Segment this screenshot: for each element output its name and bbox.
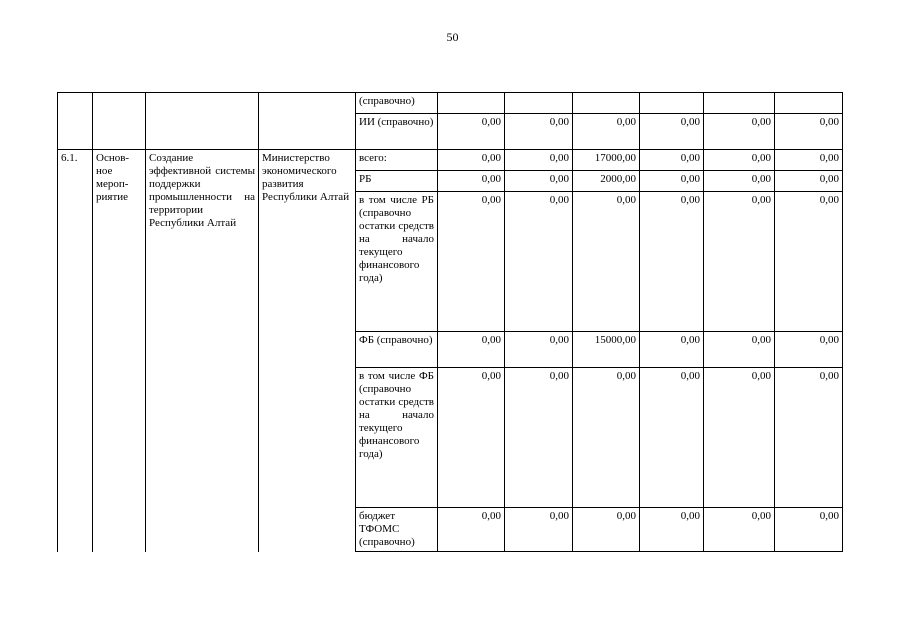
value-cell: 0,00 <box>438 114 505 150</box>
cell-type-prev <box>93 93 146 150</box>
value-cell: 0,00 <box>704 368 775 508</box>
cell-name-prev <box>146 93 259 150</box>
funding-source: (справочно) <box>356 93 438 114</box>
value-cell: 0,00 <box>775 508 843 552</box>
funding-source: в том числе РБ (справочно остатки средств на начало текущего финансового года) <box>356 192 438 332</box>
value-cell: 0,00 <box>505 171 573 192</box>
value-cell <box>775 93 843 114</box>
value-cell: 0,00 <box>573 192 640 332</box>
value-cell: 0,00 <box>704 150 775 171</box>
value-cell: 0,00 <box>438 332 505 368</box>
value-cell <box>640 93 704 114</box>
value-cell: 0,00 <box>505 150 573 171</box>
value-cell <box>438 93 505 114</box>
value-cell <box>505 93 573 114</box>
funding-source: всего: <box>356 150 438 171</box>
cell-number-prev <box>58 93 93 150</box>
value-cell: 0,00 <box>640 114 704 150</box>
budget-table <box>57 92 843 552</box>
page-number: 50 <box>446 30 459 44</box>
value-cell: 0,00 <box>505 508 573 552</box>
value-cell: 0,00 <box>640 368 704 508</box>
value-cell: 0,00 <box>640 150 704 171</box>
value-cell: 0,00 <box>505 332 573 368</box>
value-cell: 0,00 <box>438 508 505 552</box>
table-row <box>58 150 843 171</box>
value-cell: 17000,00 <box>573 150 640 171</box>
value-cell: 0,00 <box>438 192 505 332</box>
value-cell: 0,00 <box>775 332 843 368</box>
value-cell: 0,00 <box>704 114 775 150</box>
value-cell: 2000,00 <box>573 171 640 192</box>
cell-executor-prev <box>259 93 356 150</box>
value-cell: 0,00 <box>505 368 573 508</box>
measure-executor: Министерство экономического развития Республики Алтай <box>259 150 356 552</box>
funding-source: ИИ (справочно) <box>356 114 438 150</box>
value-cell: 0,00 <box>438 150 505 171</box>
value-cell: 0,00 <box>775 192 843 332</box>
value-cell: 0,00 <box>505 192 573 332</box>
value-cell: 0,00 <box>704 171 775 192</box>
value-cell: 0,00 <box>573 368 640 508</box>
value-cell: 0,00 <box>640 171 704 192</box>
value-cell: 0,00 <box>775 150 843 171</box>
measure-type: Основ- ное мероп- риятие <box>93 150 146 552</box>
value-cell: 0,00 <box>438 368 505 508</box>
measure-name: Создание эффективной системы поддержки промышленности на территории Республики Алтай <box>146 150 259 552</box>
value-cell: 0,00 <box>775 171 843 192</box>
value-cell: 0,00 <box>573 508 640 552</box>
measure-number: 6.1. <box>58 150 93 552</box>
value-cell: 0,00 <box>704 508 775 552</box>
value-cell: 0,00 <box>640 192 704 332</box>
value-cell: 0,00 <box>640 508 704 552</box>
value-cell: 0,00 <box>775 114 843 150</box>
value-cell: 0,00 <box>704 192 775 332</box>
value-cell <box>704 93 775 114</box>
funding-source: ФБ (справочно) <box>356 332 438 368</box>
value-cell: 0,00 <box>640 332 704 368</box>
value-cell: 0,00 <box>573 114 640 150</box>
value-cell <box>573 93 640 114</box>
value-cell: 0,00 <box>775 368 843 508</box>
value-cell: 0,00 <box>505 114 573 150</box>
funding-source: в том числе ФБ (справочно остатки средств на начало текущего финансового года) <box>356 368 438 508</box>
funding-source: бюджет ТФОМС (справочно) <box>356 508 438 552</box>
funding-source: РБ <box>356 171 438 192</box>
table-row <box>58 93 843 114</box>
value-cell: 0,00 <box>704 332 775 368</box>
value-cell: 15000,00 <box>573 332 640 368</box>
value-cell: 0,00 <box>438 171 505 192</box>
